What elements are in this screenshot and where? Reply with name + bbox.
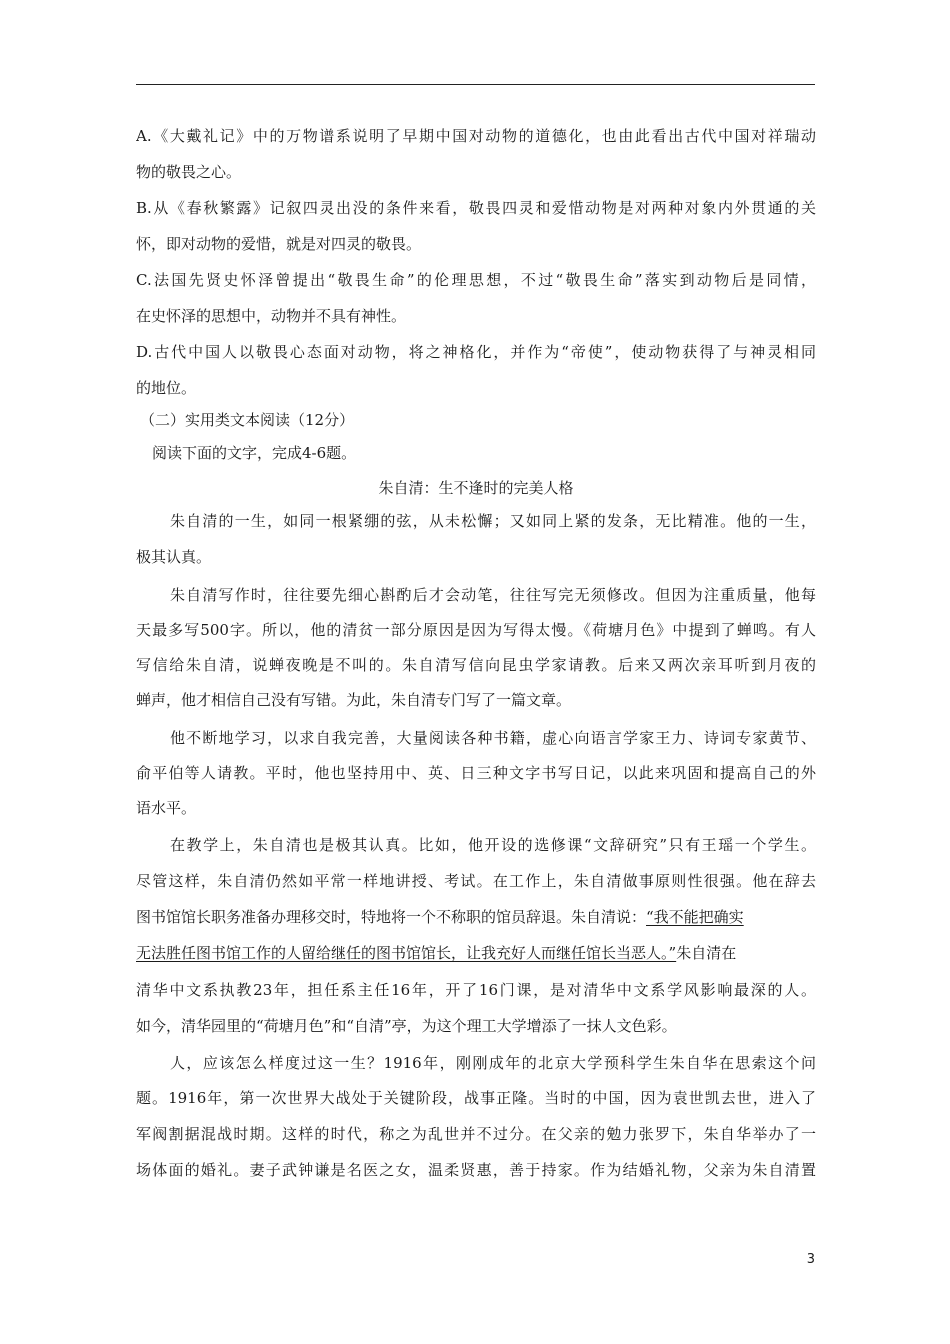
article-title: 朱自清：生不逢时的完美人格 <box>378 479 574 497</box>
option-d-line-2: 的地位。 <box>136 379 197 397</box>
paragraph-4-line-4 <box>136 943 816 963</box>
paragraph-3-line-1: 他不断地学习，以求自我完善，大量阅读各种书籍，虚心向语言学家王力、诗词专家黄节、 <box>170 729 816 747</box>
paragraph-1-line-2: 极其认真。 <box>136 548 212 566</box>
header-rule <box>136 84 815 85</box>
option-a-line-2: 物的敬畏之心。 <box>136 163 242 181</box>
paragraph-4-line-3 <box>136 907 816 927</box>
paragraph-3-line-3: 语水平。 <box>136 799 197 817</box>
paragraph-5-line-4: 场体面的婚礼。妻子武钟谦是名医之女，温柔贤惠，善于持家。作为结婚礼物，父亲为朱自清置 <box>136 1161 816 1179</box>
paragraph-1-line-1: 朱自清的一生，如同一根紧绷的弦，从未松懈；又如同上紧的发条，无比精准。他的一生， <box>170 512 816 530</box>
paragraph-2-line-4: 蝉声，他才相信自己没有写错。为此，朱自清专门写了一篇文章。 <box>136 691 572 709</box>
paragraph-5-line-2: 题。1916年，第一次世界大战处于关键阶段，战事正隆。当时的中国，因为袁世凯去世，进入了 <box>136 1089 816 1107</box>
section-instruction: 阅读下面的文字，完成4-6题。 <box>152 444 357 462</box>
option-b-line-1: B.从《春秋繁露》记叙四灵出没的条件来看，敬畏四灵和爱惜动物是对两种对象内外贯通的关 <box>136 199 816 217</box>
paragraph-3-line-2: 俞平伯等人请教。平时，他也坚持用中、英、日三种文字书写日记，以此来巩固和提高自己的外 <box>136 764 816 782</box>
paragraph-2-line-3: 写信给朱自清，说蝉夜晚是不叫的。朱自清写信向昆虫学家请教。后来又两次亲耳听到月夜的 <box>136 656 816 674</box>
option-c-line-1: C.法国先贤史怀泽曾提出“敬畏生命”的伦理思想，不过“敬畏生命”落实到动物后是同情， <box>136 271 816 289</box>
paragraph-4-line-3-text: 图书馆馆长职务准备办理移交时，特地将一个不称职的馆员辞退。朱自清说： <box>136 908 647 926</box>
paragraph-4-line-6: 如今，清华园里的“荷塘月色”和“自清”亭，为这个理工大学增添了一抹人文色彩。 <box>136 1017 677 1035</box>
paragraph-4-line-4-text: 朱自清在 <box>676 944 737 962</box>
option-b-line-2: 怀，即对动物的爱惜，就是对四灵的敬畏。 <box>136 235 422 253</box>
section-heading: （二）实用类文本阅读（12分） <box>140 411 355 429</box>
underlined-quote-start: “我不能把确实 <box>646 908 744 926</box>
underlined-quote-end: 无法胜任图书馆工作的人留给继任的图书馆馆长，让我充好人而继任馆长当恶人。” <box>136 944 677 962</box>
option-a-line-1: A.《大戴礼记》中的万物谱系说明了早期中国对动物的道德化，也由此看出古代中国对祥瑞动 <box>136 127 816 145</box>
option-c-line-2: 在史怀泽的思想中，动物并不具有神性。 <box>136 307 407 325</box>
paragraph-4-line-2: 尽管这样，朱自清仍然如平常一样地讲授、考试。在工作上，朱自清做事原则性很强。他在辞去 <box>136 872 816 890</box>
option-d-line-1: D.古代中国人以敬畏心态面对动物，将之神格化，并作为“帝使”，使动物获得了与神灵相同 <box>136 343 816 361</box>
paragraph-4-line-1: 在教学上，朱自清也是极其认真。比如，他开设的选修课“文辞研究”只有王瑶一个学生。 <box>170 836 816 854</box>
paragraph-5-line-3: 军阀割据混战时期。这样的时代，称之为乱世并不过分。在父亲的勉力张罗下，朱自华举办了一 <box>136 1125 816 1143</box>
paragraph-2-line-2: 天最多写500字。所以，他的清贫一部分原因是因为写得太慢。《荷塘月色》中提到了蝉鸣。有人 <box>136 621 816 639</box>
paragraph-2-line-1: 朱自清写作时，往往要先细心斟酌后才会动笔，往往写完无须修改。但因为注重质量，他每 <box>170 586 816 604</box>
page-number: 3 <box>806 1252 815 1267</box>
paragraph-5-line-1: 人，应该怎么样度过这一生？1916年，刚刚成年的北京大学预科学生朱自华在思索这个问 <box>170 1054 816 1072</box>
paragraph-4-line-5: 清华中文系执教23年，担任系主任16年，开了16门课，是对清华中文系学风影响最深的人。 <box>136 981 816 999</box>
